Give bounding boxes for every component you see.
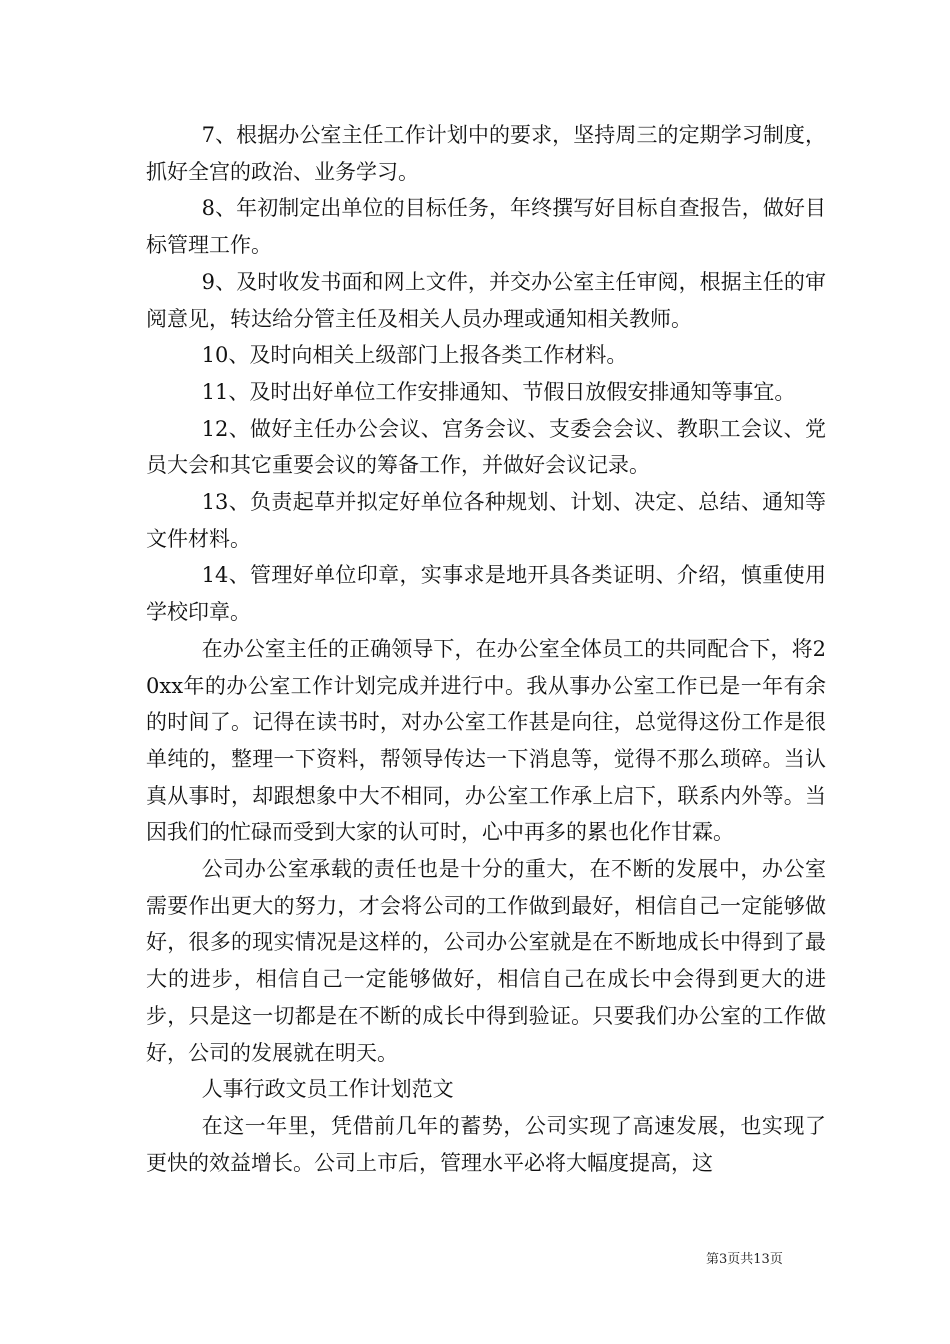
paragraph-item-9: 9、及时收发书面和网上文件，并交办公室主任审阅，根据主任的审阅意见，转达给分管主任及相关人员办理或通知相关教师。	[146, 269, 826, 331]
paragraph-item-8: 8、年初制定出单位的目标任务，年终撰写好目标自查报告，做好目标管理工作。	[146, 196, 826, 258]
paragraph-item-11: 11、及时出好单位工作安排通知、节假日放假安排通知等事宜。	[201, 379, 796, 404]
section-heading: 人事行政文员工作计划范文	[201, 1077, 454, 1102]
paragraph-item-7: 7、根据办公室主任工作计划中的要求，坚持周三的定期学习制度，抓好全宫的政治、业务学习。	[146, 123, 826, 184]
paragraph-intro: 在这一年里，凭借前几年的蓄势，公司实现了高速发展，也实现了更快的效益增长。公司上市后，管理水平必将大幅度提高，这	[146, 1113, 826, 1175]
paragraph-item-12: 12、做好主任办公会议、宫务会议、支委会会议、教职工会议、党员大会和其它重要会议的筹备工作，并做好会议记录。	[146, 416, 826, 478]
paragraph-item-10: 10、及时向相关上级部门上报各类工作材料。	[201, 343, 628, 368]
paragraph-outlook: 公司办公室承载的责任也是十分的重大，在不断的发展中，办公室需要作出更大的努力，才会将公司的工作做到最好，相信自己一定能够做好，很多的现实情况是这样的，公司办公室就是在不断地成长中得到了最大的进步，相信自己一定能够做好，相信自己在成长中会得到更大的进步，只是这一切都是在不断的成长中得到验证。只要我们办公室的工作做好，公司的发展就在明天。	[146, 857, 826, 1065]
document-body	[146, 117, 826, 1181]
paragraph-item-14: 14、管理好单位印章，实事求是地开具各类证明、介绍，慎重使用学校印章。	[146, 563, 826, 625]
paragraph-summary: 在办公室主任的正确领导下，在办公室全体员工的共同配合下，将20xx年的办公室工作计划完成并进行中。我从事办公室工作已是一年有余的时间了。记得在读书时，对办公室工作甚是向往，总觉得这份工作是很单纯的，整理一下资料，帮领导传达一下消息等，觉得不那么琐碎。当认真从事时，却跟想象中大不相同，办公室工作承上启下，联系内外等。当因我们的忙碌而受到大家的认可时，心中再多的累也化作甘霖。	[146, 636, 826, 845]
paragraph-item-13: 13、负责起草并拟定好单位各种规划、计划、决定、总结、通知等文件材料。	[146, 490, 826, 551]
page-number: 第3页共13页	[706, 1252, 783, 1267]
